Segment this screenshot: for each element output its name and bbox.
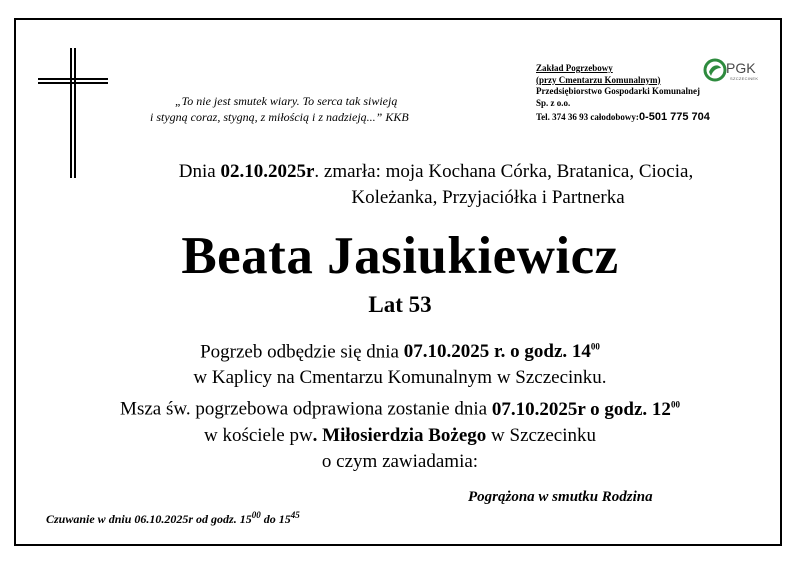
mobile-number: 0-501 775 704	[638, 111, 710, 123]
deceased-age: Lat 53	[368, 292, 432, 317]
company-line-2: (przy Cmentarzu Komunalnym)	[536, 74, 661, 85]
announce-prefix: Dnia	[178, 161, 221, 182]
company-line-1: Zakład Pogrzebowy	[536, 63, 613, 73]
funeral-line-5: o czym zawiadamia:	[321, 450, 479, 472]
funeral-line-3	[0, 391, 800, 422]
church-prefix: w kościele pw	[203, 424, 313, 446]
logo-subtext: SZCZECINEK	[730, 76, 759, 81]
signature: Pogrążona w smutku Rodzina	[468, 489, 653, 505]
funeral-line-2: w Kaplicy na Cmentarzu Komunalnym w Szczecinku.	[193, 367, 607, 389]
funeral-time-minutes: 00	[590, 342, 600, 352]
vigil-mid: do 15	[260, 512, 291, 526]
vigil-info	[46, 510, 300, 527]
funeral-home-info	[536, 63, 776, 124]
company-line-3: Przedsiębiorstwo Gospodarki Komunalnej	[536, 86, 701, 96]
deceased-name: Beata Jasiukiewicz	[181, 227, 619, 285]
company-phone	[536, 112, 776, 124]
logo-text: PGK	[726, 60, 756, 76]
funeral-time: 07.10.2025 r. o godz. 14	[403, 341, 591, 363]
phone-label: Tel. 374 36 93 całodobowy:	[536, 112, 639, 122]
death-date: 02.10.2025r	[220, 161, 315, 182]
mass-time: 07.10.2025r o godz. 12	[491, 398, 671, 420]
church-suffix: w Szczecinku	[486, 424, 597, 446]
church-name: . Miłosierdzia Bożego	[312, 424, 487, 446]
vigil-prefix: Czuwanie w dniu 06.10.2025r od godz. 15	[46, 512, 252, 526]
death-announcement-line-2: Koleżanka, Przyjaciółka i Partnerka	[351, 187, 625, 208]
quote	[150, 93, 470, 125]
quote-line-2: i stygną coraz, stygną, z miłością i z nadzieją...” KKB	[150, 110, 409, 124]
quote-line-1: „To nie jest smutek wiary. To serca tak siwieją	[175, 94, 398, 108]
death-announcement-line-1	[0, 160, 800, 184]
vigil-sup-2: 45	[290, 510, 300, 520]
funeral-details	[0, 334, 800, 475]
funeral-l1-prefix: Pogrzeb odbędzie się dnia	[200, 341, 404, 363]
funeral-line-4	[0, 423, 800, 449]
cross-icon	[38, 48, 108, 178]
mass-prefix: Msza św. pogrzebowa odprawiona zostanie dnia	[120, 398, 492, 420]
announce-rest-1: . zmarła: moja Kochana Córka, Bratanica, Ciocia,	[314, 161, 694, 182]
company-line-4: Sp. z o.o.	[536, 97, 571, 108]
funeral-line-1	[0, 334, 800, 365]
vigil-sup-1: 00	[251, 510, 261, 520]
mass-time-minutes: 00	[670, 399, 680, 410]
